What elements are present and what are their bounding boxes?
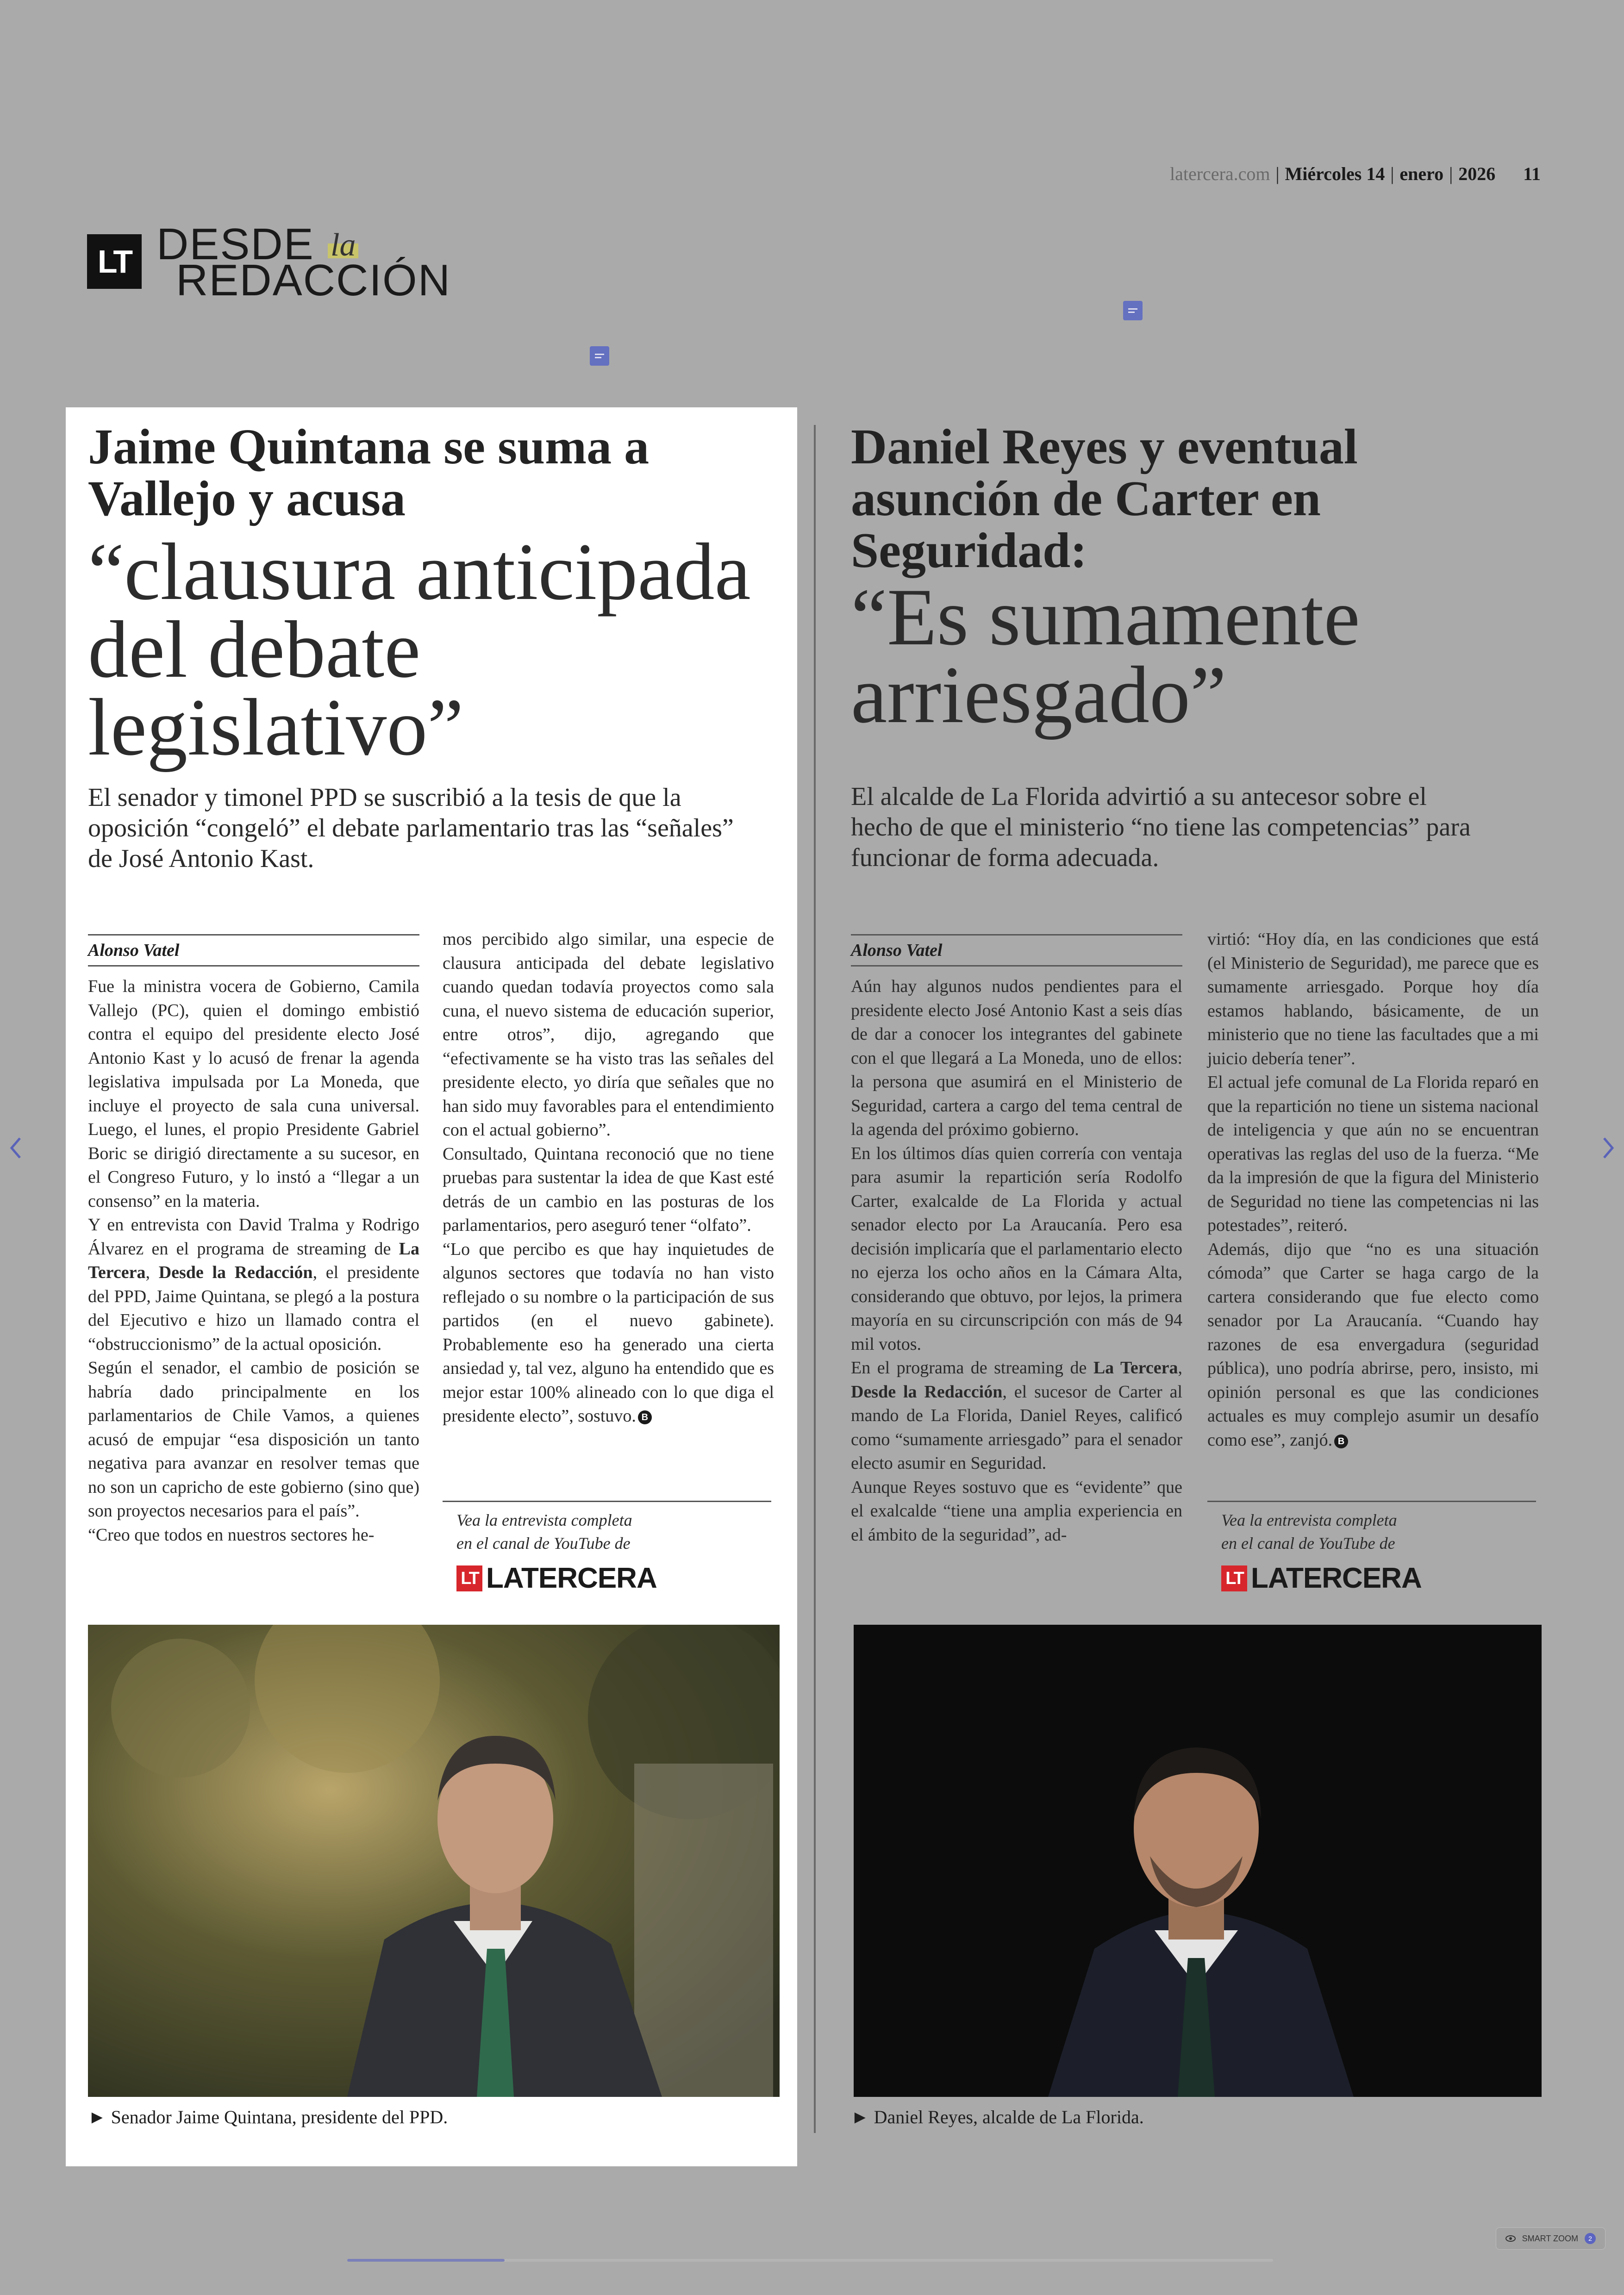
site-name: latercera.com xyxy=(1170,163,1270,184)
paragraph: virtió: “Hoy día, en las condiciones que está (el Ministerio de Seguridad), me parece que es sumamente arriesgado. Porque hoy día estamos hablando, básicamente, de un ministerio que no tiene las facultades que a mi juicio debería tener”. xyxy=(1207,929,1539,1068)
photo-caption: ► Senador Jaime Quintana, presidente del PPD. xyxy=(88,2107,448,2127)
paragraph: “Lo que percibo es que hay inquietudes de algunos sectores que todavía no han visto reflejado o su nombre o la participación de sus partidos (en el nuevo gabinete). Probablemente eso ha generado una cierta ansiedad y, tal vez, alguno ha entendido que es mejor estar 100% alineado con lo que diga el presidente electo”, sostuvo. B xyxy=(443,1239,774,1426)
byline: Alonso Vatel xyxy=(88,934,419,967)
end-mark-icon: B xyxy=(638,1410,652,1424)
photo-caption: ► Daniel Reyes, alcalde de La Florida. xyxy=(851,2107,1144,2127)
date-year: 2026 xyxy=(1458,163,1496,184)
article-quote: “clausura anticipada del debate legislativo” xyxy=(88,527,751,773)
paragraph: Consultado, Quintana reconoció que no tiene pruebas para sustentar la idea de que Kast esté detrás de un cambio en las posturas de los parlamentarios, pero aseguró tener “olfato”. xyxy=(443,1144,774,1235)
youtube-promo-line: Vea la entrevista completa xyxy=(456,1511,632,1529)
page-progress-fill xyxy=(347,2259,505,2262)
paragraph: Según el senador, el cambio de posición se habría dado principalmente en los parlamentarios de Chile Vamos, a quienes acusó de empujar “esa disposición un tanto negativa para avanzar en resolver temas que no son un capricho de este gobierno (sino que) son proyectos necesarios para el país”. xyxy=(88,1358,419,1521)
date-month: enero xyxy=(1399,163,1444,184)
masthead-la: la xyxy=(328,227,358,264)
latercera-badge: LT xyxy=(1221,1565,1247,1591)
paragraph: Fue la ministra vocera de Gobierno, Camila Vallejo (PC), quien el domingo embistió contra el equipo del presidente electo José Antonio Kast y lo acusó de frenar la agenda legislativa impulsada por La Moneda, que incluye el proyecto de sala cuna universal. Luego, el lunes, el propio Presidente Gabriel Boric se dirigió directamente a su sucesor, en el Congreso Futuro, y lo instó a “llegar a un consenso” en la materia. xyxy=(88,977,419,1211)
next-page-button[interactable] xyxy=(1594,1129,1622,1166)
paragraph: El actual jefe comunal de La Florida reparó en que la repartición no tiene un sistema nacional de inteligencia y que aún no se encuentran operativas las reglas del uso de la fuerza. “Me da la impresión de que la figura del Ministerio de Seguridad no tiene las competencias ni las potestades”, reiteró. xyxy=(1207,1073,1539,1235)
article-headline: Daniel Reyes y eventual asunción de Carter en Seguridad: xyxy=(851,419,1358,578)
paragraph: Aunque Reyes sostuvo que es “evidente” que el exalcalde “tiene una amplia experiencia en el ámbito de la seguridad”, ad- xyxy=(851,1477,1182,1545)
youtube-promo[interactable] xyxy=(1207,1501,1536,1593)
photo-quintana xyxy=(88,1625,780,2097)
paragraph: Aún hay algunos nudos pendientes para el presidente electo José Antonio Kast a seis días de dar a conocer los integrantes del gabinete con el que llegará a La Moneda, uno de ellos: la persona que asumirá en el Ministerio de Seguridad, cartera a cargo del tema central de la agenda del próximo gobierno. xyxy=(851,977,1182,1139)
page-progress-bar[interactable] xyxy=(347,2259,1273,2262)
latercera-wordmark: LATERCERA xyxy=(486,1562,657,1594)
date-weekday: Miércoles 14 xyxy=(1285,163,1385,184)
page-header: latercera.com | Miércoles 14 | enero | 2026 11 xyxy=(1170,163,1541,184)
latercera-badge: LT xyxy=(456,1565,482,1591)
article-headline: Jaime Quintana se suma a Vallejo y acusa xyxy=(88,419,650,526)
article-column-2 xyxy=(1207,928,1539,1452)
paragraph: Además, dijo que “no es una situación cómoda” que Carter se haga cargo de la cartera considerando que fue electo como senador por La Araucanía. “Cuando hay razones de esa envergadura (seguridad pública), uno podría abrirse, pero, insisto, mi opinión personal es que las condiciones actuales es muy complejo asumir un desafío como ese”, zanjó. B xyxy=(1207,1239,1539,1450)
eye-icon xyxy=(1505,2235,1516,2242)
paragraph: Y en entrevista con David Tralma y Rodrigo Álvarez en el programa de streaming de La Tercera, Desde la Redacción, el presidente del PPD, Jaime Quintana, se plegó a la postura del Ejecutivo e hizo un llamado contra el “obstruccionismo” de la actual oposición. xyxy=(88,1215,419,1354)
youtube-promo-line: en el canal de YouTube de xyxy=(456,1534,631,1553)
article-reyes xyxy=(815,407,1565,2166)
youtube-promo[interactable] xyxy=(443,1501,771,1593)
chevron-left-icon xyxy=(9,1136,23,1160)
article-column-2 xyxy=(443,928,774,1428)
masthead-desde: DESDE xyxy=(156,219,314,269)
paragraph: En el programa de streaming de La Tercera, Desde la Redacción, el sucesor de Carter al mando de La Florida, Daniel Reyes, calificó como “sumamente arriesgado” para el senador electo asumir en Seguridad. xyxy=(851,1358,1182,1473)
lt-logo: LT xyxy=(87,234,142,289)
end-mark-icon: B xyxy=(1334,1434,1348,1448)
youtube-promo-line: Vea la entrevista completa xyxy=(1221,1511,1397,1529)
latercera-wordmark: LATERCERA xyxy=(1251,1562,1422,1594)
smart-zoom-count: 2 xyxy=(1585,2233,1596,2244)
paragraph: En los últimos días quien correría con ventaja para asumir la repartición sería Rodolfo Carter, exalcalde de La Florida y actual senador electo por La Araucanía. Pero esa decisión implicaría que el parlamentario electo no ejerza los ocho años en la Cámara Alta, considerando que obtuvo, por lejos, la primera mayoría en su circunscripción con más de 94 mil votos. xyxy=(851,1143,1182,1354)
article-quintana xyxy=(66,407,797,2166)
note-icon[interactable] xyxy=(590,346,609,366)
note-icon[interactable] xyxy=(1123,301,1143,320)
previous-page-button[interactable] xyxy=(2,1129,30,1166)
photo-reyes xyxy=(854,1625,1542,2097)
article-column-1 xyxy=(851,975,1182,1547)
smart-zoom-label: SMART ZOOM xyxy=(1522,2233,1578,2243)
byline: Alonso Vatel xyxy=(851,934,1182,967)
latercera-logo[interactable] xyxy=(443,1564,771,1593)
section-masthead xyxy=(87,221,467,305)
paragraph: “Creo que todos en nuestros sectores he- xyxy=(88,1525,375,1545)
chevron-right-icon xyxy=(1601,1136,1615,1160)
page-number: 11 xyxy=(1523,163,1541,184)
masthead-redaccion: REDACCIÓN xyxy=(176,256,451,305)
latercera-logo[interactable] xyxy=(1207,1564,1536,1593)
smart-zoom-button[interactable] xyxy=(1496,2227,1605,2250)
youtube-promo-line: en el canal de YouTube de xyxy=(1221,1534,1395,1553)
paragraph: mos percibido algo similar, una especie de clausura anticipada del debate legislativo cuando quedan todavía proyectos como sala cuna, el nuevo sistema de educación superior, entre otros”, dijo, agregando que “efectivamente se ha visto tras las señales del presidente electo, yo diría que señales que no han sido muy favorables para el entendimiento con el actual gobierno”. xyxy=(443,929,774,1140)
article-dek: El alcalde de La Florida advirtió a su antecesor sobre el hecho de que el ministerio “no tiene las competencias” para funcionar de forma adecuada. xyxy=(851,782,1471,872)
article-quote: “Es sumamente arriesgado” xyxy=(851,572,1360,740)
article-dek: El senador y timonel PPD se suscribió a la tesis de que la oposición “congeló” el debate parlamentario tras las “señales” de José Antonio Kast. xyxy=(88,783,734,873)
article-column-1 xyxy=(88,975,419,1547)
